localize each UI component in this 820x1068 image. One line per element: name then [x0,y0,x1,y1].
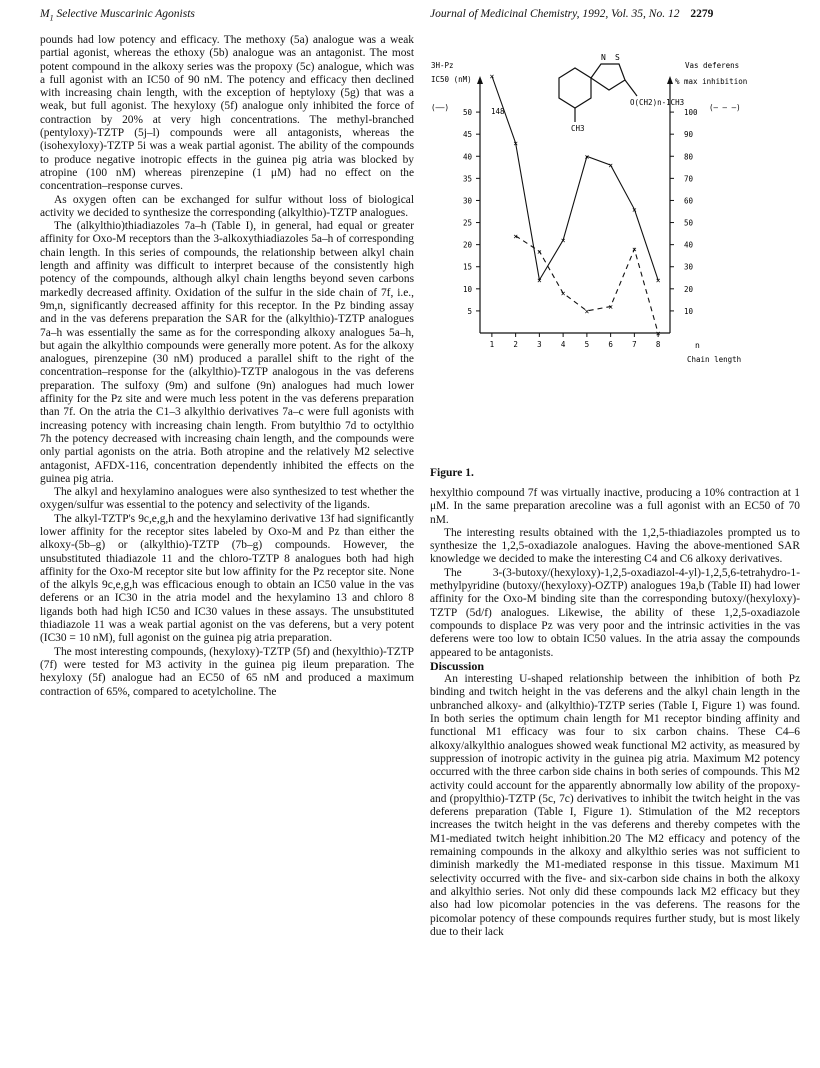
journal-citation: Journal of Medicinal Chemistry, 1992, Vol. 35, No. 12 [430,8,680,20]
data-point-1: × [489,72,495,81]
data-point-1: × [536,275,542,285]
left-axis-title-1: 3H-Pz [431,61,454,70]
right-axis-title-1: Vas deferens [685,61,740,70]
left-tick-label: 20 [462,240,472,250]
right-axis-title-2: % max inhibition [675,77,748,86]
chart-svg [425,30,805,395]
right-tick-label: 30 [684,262,694,272]
right-tick-label: 60 [684,196,694,206]
running-head-left: $M_1$ Selective Muscarinic Agonists [40,8,195,23]
data-point-2: × [655,329,661,338]
structure-methyl: CH3 [571,124,585,133]
right-tick-label: 90 [684,130,694,140]
right-axis-arrow [667,76,673,84]
paragraph: hexylthio compound 7f was virtually inactive, producing a 10% contraction at 1 μM. In the same preparation arecoline was a full agonist with an EC50 of 70 nM. [430,487,800,526]
figure-1 [425,30,805,395]
running-head-right [430,8,713,20]
left-axis-legend: (——) [431,103,450,112]
data-point-2: × [631,245,637,255]
offscale-label: 148 [491,107,505,116]
x-tick-label: 4 [560,340,566,349]
x-tick-label: 6 [608,340,613,349]
right-tick-label: 70 [684,174,694,184]
right-tick-label: 20 [684,284,694,294]
right-tick-label: 50 [684,218,694,228]
section-heading: Discussion [430,658,485,673]
left-axis-arrow [477,76,483,84]
data-point-2: × [608,302,614,312]
paragraph: pounds had low potency and efficacy. The methoxy (5a) analogue was a weak partial agonist, whereas the ethoxy (5b) analogue was an antagonist. The most potent compound in the alkoxy series was the propoxy (5c) analogue, which was a full agonist with an IC50 of 90 nM. The potency and efficacy then declined with increasing chain length, with the exception of heptyloxy (5g) that was a weak, but full agonist. The hexyloxy (5f) analogue only inhibited the force of contraction by 20% at very high concentrations. The methyl-branched (pentyloxy)-TZTP (5j–l) compounds were all antagonists, whereas the (isohexyloxy)-TZTP 5i was a weak partial agonist. The ability of the compounds to produce negative inotropic effects in the guinea pig atria was blocked by atropine (100 nM) whereas pirenzepine (1 μM) had no effect on the concentration–response curves. [40,34,414,193]
x-tick-label: 1 [489,340,495,349]
structure-drawing [559,64,637,122]
paragraph: The most interesting compounds, (hexyloxy)-TZTP (5f) and (hexylthio)-TZTP (7f) were tested for M3 activity in the guinea pig ileum preparation. The hexyloxy (5f) analogue had an EC50 of 65 nM and produced a maximum contraction of 65%, compared to acetylcholine. The [40,645,414,698]
data-point-1: × [631,205,637,215]
paragraph: The (alkylthio)thiadiazoles 7a–h (Table I), in general, had equal or greater affinity for Oxo-M receptors than the 3-alkoxythiadiazoles 5a–h of corresponding chain length. In this series of compounds, the relationship between alkyl chain length and affinity was difficult to interpret because of the consistently high potency of the compounds, although alkyl chain lengths beyond seven carbons markedly decreased affinity. Oxidation of the sulfur in the side chain of 7f, i.e., 9m,n, significantly decreased affinity for this receptor. In the Pz binding assay and in the vas deferens preparation the SAR for the (alkylthio)-TZTP analogues 7a–h was essentially the same as for the corresponding alkoxy analogues 5a–h, but again the alkylthio compounds were generally more potent. As for the alkoxy analogues, pirenzepine (30 nM) produced a parallel shift to the right of the concentration–response for the (alkylthio)-TZTP analogous in the vas deferens preparation. The sulfoxy (9m) and sulfone (9n) analogues had much lower affinity for the Pz site and were much less potent in the vas deferens preparation than 7f. On the atria the C1–3 alkylthio derivatives 7a–c were full agonists with increasing potency with increasing chain length. From butylthio 7d to octylthio 7h the potency decreased with increasing chain length, and the compounds were only partial agonists on the atria. Both atropine and the relatively M2 selective antagonist, AFDX-116, concentration dependently inhibited the effects on the guinea pig atria. [40,220,414,485]
left-tick-label: 45 [462,130,472,140]
axes [463,76,698,349]
x-tick-label: 3 [537,340,542,349]
x-tick-label: 7 [632,340,637,349]
x-tick-label: 5 [584,340,590,349]
structure-s-label: S [615,53,620,62]
paragraph: The interesting results obtained with the 1,2,5-thiadiazoles prompted us to synthesize the 1,2,5-oxadiazole analogues. Having the above-mentioned SAR knowledge we decided to make the interesting C4 and C6 alkoxy derivatives. [430,526,800,566]
data-point-2: × [560,289,566,299]
data-point-1: × [513,139,519,149]
paragraph: As oxygen often can be exchanged for sulfur without loss of biological activity we decided to synthesize the corresponding (alkylthio)-TZTP analogues. [40,193,414,219]
left-tick-label: 25 [462,218,472,228]
x-tick-label: 8 [655,340,661,349]
data-point-1: × [655,275,661,285]
left-axis-title-2: IC50 (nM) [431,75,472,84]
right-tick-label: 40 [684,240,694,250]
right-axis-legend: (— — —) [709,103,741,112]
x-axis-n: n [695,341,700,350]
page-number: 2279 [690,8,714,20]
left-tick-label: 5 [467,306,472,316]
data-point-1: × [608,161,614,171]
left-tick-label: 40 [462,152,472,162]
right-tick-label: 100 [684,108,698,118]
data-point-2: × [513,231,519,241]
left-tick-label: 30 [462,196,472,206]
paragraph: An interesting U-shaped relationship between the inhibition of both Pz binding and twitch height in the vas deferens and the alkyl chain length in the unbranched alkoxy- and (alkylthio)-TZTP series (Table I, Figure 1) was found. In both series the optimum chain length for M1 receptor binding affinity and functional M1 efficacy was four to six carbon chains. These C4–6 alkoxy/alkylthio analogues showed weak functional M2 activity, as measured by suppression of inotropic activity in the guinea pig atria. Maximum M2 potency occurred with the three carbon side chains in both series of compounds. This M2 activity could account for the apparently abnormally low ability of the propoxy- and (propylthio)-TZTP (5c, 7c) derivatives to inhibit the twitch height in the vas deferens preparation (Table I, Figure 1). Stimulation of the M2 receptors increases the twitch height in the vas deferens and thereby competes with the M1-mediated twitch height inhibition.20 The M2 efficacy and potency of the remaining compounds in the alkoxy and alkylthio series was not sufficient to diminish markedly the M1-mediated response in this tissue. Maximum M1 selectivity occurred with the five- and six-carbon side chains in both the alkoxy and alkylthio series. Not only did these compounds lack M2 efficacy but they also had low picomolar potencies in the vas deferens. The reasons for the picomolar potency of these compounds requires further study, but is most likely due to their lack [430,673,800,938]
left-tick-label: 50 [462,108,472,118]
structure-n-label: N [601,53,606,62]
data-point-1: × [584,152,590,162]
paragraph: The alkyl-TZTP's 9c,e,g,h and the hexylamino derivative 13f had significantly lower affinity for the receptor sites labeled by Oxo-M and Pz than either the alkoxy-(5b–g) or (alkylthio)-TZTP (7b–g) compounds. However, the unsubstituted thiadiazole 11 and the chloro-TZTP 8 analogues both had high affinity for the Oxo-M receptor site but low affinity for the Pz receptor site. None of the alkyls 9c,e,g,h was efficacious enough to obtain an IC50 value in the vas deferens or an IC30 in the atria model and the hexylamino 13 and chloro 8 ligands both had high IC50 and IC30 values in these assays. The unsubstituted thiadiazole 11 was a weak partial agonist on the vas deferens, but a very potent (IC30 = 10 nM), full agonist on the guinea pig atria preparation. [40,512,414,645]
figure-caption: Figure 1. [430,467,474,479]
x-axis-title: Chain length [687,355,742,364]
data-point-2: × [584,306,590,316]
left-tick-label: 35 [462,174,472,184]
right-tick-label: 10 [684,306,694,316]
left-tick-label: 15 [462,262,472,272]
structure-substituent: O(CH2)n-1CH3 [630,98,685,107]
data-point-1: × [560,236,566,246]
right-tick-label: 80 [684,152,694,162]
left-column [40,34,414,699]
paragraph: The alkyl and hexylamino analogues were also synthesized to test whether the oxygen/sulfur was essential to the potency and selectivity of the ligands. [40,486,414,512]
left-tick-label: 10 [462,284,472,294]
data-point-2: × [536,247,542,257]
paragraph: The 3-(3-butoxy/(hexyloxy)-1,2,5-oxadiazol-4-yl)-1,2,5,6-tetrahydro-1-methylpyridine (butoxy/(hexyloxy)-OZTP) analogues 19a,b (Table II) had lower affinity for the Oxo-M binding site than the corresponding butoxy/(hexyloxy)-TZTP (5d/f) analogues. Likewise, the ability of these 1,2,5-oxadiazole compounds to displace Pz was very poor and the intrinsic activities in the vas deferens were too low to obtain IC50 values. In the atria assay the compounds appeared to be antagonists. [430,566,800,659]
right-column [430,487,800,939]
x-tick-label: 2 [513,340,518,349]
